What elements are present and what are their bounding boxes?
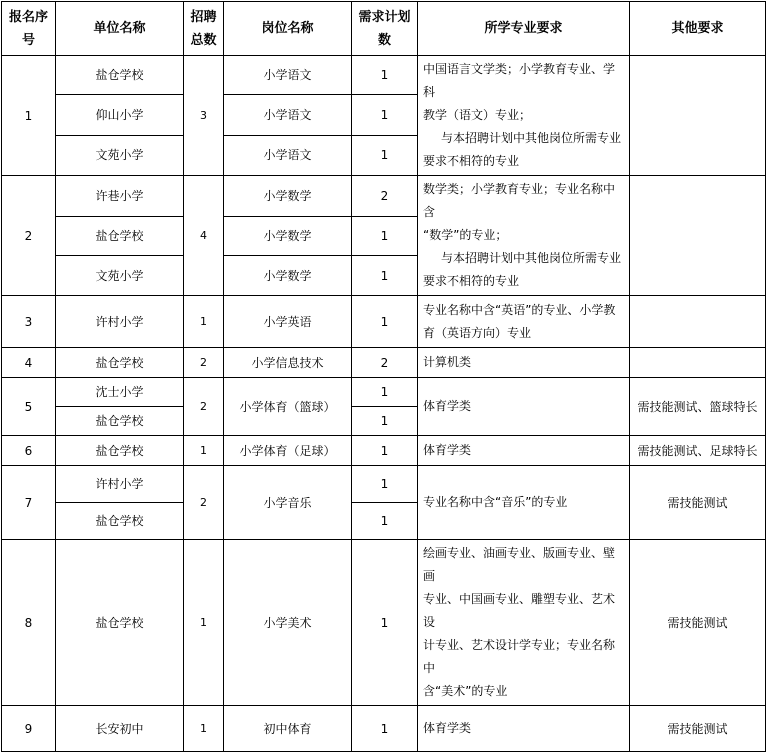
major-line: 计算机类: [423, 355, 472, 369]
seq-cell: 7: [2, 466, 56, 540]
position-cell: 小学体育（足球）: [224, 436, 352, 466]
position-cell: 小学体育（篮球）: [224, 378, 352, 436]
major-cell: [418, 706, 630, 752]
major-line: 要求不相符的专业: [423, 154, 520, 168]
other-cell: 需技能测试、足球特长: [630, 436, 766, 466]
plan-cell: 1: [352, 56, 418, 95]
major-line: “数学”的专业；: [423, 228, 508, 242]
header-seq: 报名序号: [2, 2, 56, 56]
unit-cell: 盐仓学校: [56, 436, 184, 466]
seq-cell: 8: [2, 540, 56, 706]
total-cell: 2: [184, 348, 224, 378]
position-cell: 小学英语: [224, 296, 352, 348]
major-line: 中国语言文学类；小学教育专业、学科: [423, 62, 616, 99]
major-line: 要求不相符的专业: [423, 274, 520, 288]
major-cell: [418, 296, 630, 348]
other-cell: [630, 176, 766, 296]
table-row: [2, 296, 766, 348]
major-line: 数学类；小学教育专业；专业名称中含: [423, 182, 616, 219]
position-cell: 小学音乐: [224, 466, 352, 540]
total-cell: 4: [184, 176, 224, 296]
table-row: [2, 466, 766, 503]
position-cell: 小学数学: [224, 176, 352, 217]
header-total: 招聘总数: [184, 2, 224, 56]
recruitment-table: [1, 1, 766, 752]
header-row: [2, 2, 766, 56]
seq-cell: 5: [2, 378, 56, 436]
major-line: 教学（语文）专业；: [423, 108, 532, 122]
unit-cell: 许村小学: [56, 296, 184, 348]
total-cell: 1: [184, 296, 224, 348]
other-cell: [630, 56, 766, 176]
header-unit: 单位名称: [56, 2, 184, 56]
major-line: 计专业、艺术设计学专业；专业名称中: [423, 638, 616, 675]
plan-cell: 1: [352, 256, 418, 296]
header-position: 岗位名称: [224, 2, 352, 56]
major-line: 体育学类: [423, 721, 472, 735]
plan-cell: 1: [352, 466, 418, 503]
position-cell: 小学美术: [224, 540, 352, 706]
major-line: 专业、中国画专业、雕塑专业、艺术设: [423, 592, 616, 629]
plan-cell: 1: [352, 378, 418, 407]
major-line: 含“美术”的专业: [423, 684, 508, 698]
unit-cell: 许村小学: [56, 466, 184, 503]
plan-cell: 1: [352, 296, 418, 348]
total-cell: 1: [184, 436, 224, 466]
total-cell: 1: [184, 706, 224, 752]
major-cell: [418, 466, 630, 540]
other-cell: 需技能测试: [630, 540, 766, 706]
major-line: 绘画专业、油画专业、版画专业、壁画: [423, 546, 616, 583]
unit-cell: 长安初中: [56, 706, 184, 752]
other-cell: 需技能测试: [630, 466, 766, 540]
unit-cell: 许巷小学: [56, 176, 184, 217]
unit-cell: 仰山小学: [56, 95, 184, 135]
table-row: [2, 706, 766, 752]
other-cell: 需技能测试: [630, 706, 766, 752]
other-cell: 需技能测试、篮球特长: [630, 378, 766, 436]
seq-cell: 2: [2, 176, 56, 296]
major-line: 育（英语方向）专业: [423, 325, 532, 340]
seq-cell: 4: [2, 348, 56, 378]
plan-cell: 1: [352, 540, 418, 706]
unit-cell: 盐仓学校: [56, 407, 184, 436]
total-cell: 1: [184, 540, 224, 706]
position-cell: 小学信息技术: [224, 348, 352, 378]
major-line: 体育学类: [423, 443, 472, 457]
unit-cell: 文苑小学: [56, 135, 184, 175]
major-line: 体育学类: [423, 399, 472, 413]
plan-cell: 1: [352, 135, 418, 175]
position-cell: 小学语文: [224, 95, 352, 135]
unit-cell: 沈士小学: [56, 378, 184, 407]
total-cell: 2: [184, 378, 224, 436]
table-row: [2, 540, 766, 706]
table-row: [2, 176, 766, 217]
unit-cell: 盐仓学校: [56, 216, 184, 256]
table-row: [2, 56, 766, 95]
unit-cell: 文苑小学: [56, 256, 184, 296]
unit-cell: 盐仓学校: [56, 348, 184, 378]
header-major: 所学专业要求: [418, 2, 630, 56]
plan-cell: 1: [352, 407, 418, 436]
major-cell: [418, 436, 630, 466]
position-cell: 初中体育: [224, 706, 352, 752]
plan-cell: 1: [352, 503, 418, 540]
table-row: [2, 436, 766, 466]
total-cell: 2: [184, 466, 224, 540]
position-cell: 小学语文: [224, 135, 352, 175]
position-cell: 小学语文: [224, 56, 352, 95]
unit-cell: 盐仓学校: [56, 540, 184, 706]
plan-cell: 2: [352, 176, 418, 217]
major-line: 与本招聘计划中其他岗位所需专业: [441, 131, 622, 145]
plan-cell: 1: [352, 436, 418, 466]
plan-cell: 1: [352, 95, 418, 135]
major-line: 与本招聘计划中其他岗位所需专业: [441, 251, 622, 265]
unit-cell: 盐仓学校: [56, 503, 184, 540]
header-plan: 需求计划数: [352, 2, 418, 56]
major-cell: [418, 378, 630, 436]
seq-cell: 1: [2, 56, 56, 176]
major-cell: [418, 56, 630, 176]
table-row: [2, 348, 766, 378]
plan-cell: 1: [352, 706, 418, 752]
plan-cell: 1: [352, 216, 418, 256]
major-line: 专业名称中含“英语”的专业、小学教: [423, 302, 616, 317]
table-body: [2, 56, 766, 752]
major-line: 专业名称中含“音乐”的专业: [423, 495, 568, 509]
major-cell: [418, 348, 630, 378]
major-cell: [418, 540, 630, 706]
seq-cell: 9: [2, 706, 56, 752]
seq-cell: 3: [2, 296, 56, 348]
header-other: 其他要求: [630, 2, 766, 56]
unit-cell: 盐仓学校: [56, 56, 184, 95]
table-row: [2, 378, 766, 407]
seq-cell: 6: [2, 436, 56, 466]
other-cell: [630, 296, 766, 348]
plan-cell: 2: [352, 348, 418, 378]
other-cell: [630, 348, 766, 378]
position-cell: 小学数学: [224, 216, 352, 256]
position-cell: 小学数学: [224, 256, 352, 296]
major-cell: [418, 176, 630, 296]
total-cell: 3: [184, 56, 224, 176]
